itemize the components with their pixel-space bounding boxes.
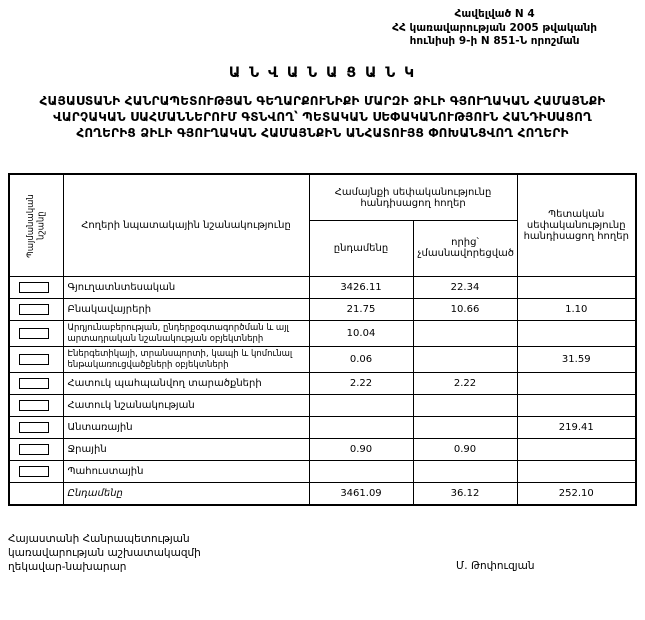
cell-state xyxy=(517,276,636,298)
row-label: Արդյունաբերության, ընդերքօգտագործման և այլ արտադրական նշանակության օբյեկտների xyxy=(63,320,309,346)
col-header-symbol-label: Պայմանական նշանը xyxy=(25,193,47,258)
col-group-community: Համայնքի սեփականությունը հանդիսացող հողեր xyxy=(309,174,517,220)
legend-cell xyxy=(9,320,63,346)
table-row-agricultural xyxy=(9,276,636,298)
appendix-decree-line1: ՀՀ կառավարության 2005 թվականի xyxy=(392,21,597,34)
col-header-symbol xyxy=(9,174,63,276)
legend-box xyxy=(19,378,49,389)
row-label: Հատուկ նշանակության xyxy=(63,395,309,417)
legend-box xyxy=(19,354,49,365)
total-cell-state: 252.10 xyxy=(517,483,636,505)
legend-cell xyxy=(9,373,63,395)
table-row-protected-areas xyxy=(9,373,636,395)
legend-cell xyxy=(9,276,63,298)
subtitle-line-3: ՀՈՂԵՐԻՑ ՁԻԼԻ ԳՅՈՒՂԱԿԱՆ ՀԱՄԱՅՆՔԻՆ ԱՆՀԱՏՈՒՅՑ ՓՈԽԱՆՑՎՈՂ ՀՈՂԵՐԻ xyxy=(76,126,569,141)
subtitle-line-1: ՀԱՅԱՍՏԱՆԻ ՀԱՆՐԱՊԵՏՈՒԹՅԱՆ ԳԵՂԱՐՔՈՒՆԻՔԻ ՄԱՐԶԻ ՁԻԼԻ ԳՅՈՒՂԱԿԱՆ ՀԱՄԱՅՆՔԻ xyxy=(39,93,606,108)
table-row-energy-transport xyxy=(9,347,636,373)
total-cell-not-privatized: 36.12 xyxy=(413,483,517,505)
legend-cell xyxy=(9,298,63,320)
table-row-special-purpose xyxy=(9,395,636,417)
signatory-title-line-3: ղեկավար-նախարար xyxy=(8,561,127,574)
cell-state xyxy=(517,373,636,395)
cell-not-privatized xyxy=(413,461,517,483)
page-title: Ա Ն Վ Ա Ն Ա Ց Ա Ն Կ xyxy=(228,64,417,81)
table-total-row xyxy=(9,483,636,505)
cell-total: 2.22 xyxy=(309,373,413,395)
cell-state xyxy=(517,439,636,461)
legend-box xyxy=(19,400,49,411)
land-table-body xyxy=(9,276,636,505)
col-header-not-privatized: որից՝ չմասնավորեցված xyxy=(413,220,517,276)
row-label: Գյուղատնտեսական xyxy=(63,276,309,298)
cell-not-privatized: 2.22 xyxy=(413,373,517,395)
subtitle-line-2: ՎԱՐՉԱԿԱՆ ՍԱՀՄԱՆՆԵՐՈՒՄ ԳՏՆՎՈՂ՝ ՊԵՏԱԿԱՆ ՍԵՓԱԿԱՆՈՒԹՅՈՒՆ ՀԱՆԴԻՍԱՑՈՂ xyxy=(53,110,592,125)
signatory-title-line-1: Հայաստանի Հանրապետության xyxy=(8,532,190,545)
signatory-title-block xyxy=(8,532,328,575)
cell-state xyxy=(517,461,636,483)
cell-not-privatized xyxy=(413,320,517,346)
cell-state: 219.41 xyxy=(517,417,636,439)
cell-not-privatized: 10.66 xyxy=(413,298,517,320)
document-subtitle xyxy=(8,93,637,142)
col-header-total: ընդամենը xyxy=(309,220,413,276)
row-label: Բնակավայրերի xyxy=(63,298,309,320)
header-row-1 xyxy=(9,174,636,220)
appendix-block xyxy=(392,8,597,49)
cell-state: 1.10 xyxy=(517,298,636,320)
cell-total xyxy=(309,395,413,417)
legend-box xyxy=(19,422,49,433)
land-table xyxy=(8,173,637,506)
table-row-settlements xyxy=(9,298,636,320)
cell-not-privatized xyxy=(413,395,517,417)
table-row-industrial xyxy=(9,320,636,346)
cell-state xyxy=(517,395,636,417)
signatory-title-line-2: կառավարության աշխատակազմի xyxy=(8,547,201,560)
document-footer xyxy=(8,532,637,575)
cell-not-privatized: 22.34 xyxy=(413,276,517,298)
legend-box xyxy=(19,444,49,455)
legend-cell xyxy=(9,395,63,417)
cell-total: 21.75 xyxy=(309,298,413,320)
cell-total xyxy=(309,417,413,439)
total-row-label: Ընդամենը xyxy=(63,483,309,505)
row-label: Հատուկ պահպանվող տարածքների xyxy=(63,373,309,395)
cell-state xyxy=(517,320,636,346)
cell-not-privatized: 0.90 xyxy=(413,439,517,461)
legend-cell-empty xyxy=(9,483,63,505)
row-label: Պահուստային xyxy=(63,461,309,483)
table-row-water xyxy=(9,439,636,461)
cell-total: 3426.11 xyxy=(309,276,413,298)
col-header-state: Պետական սեփականությունը հանդիսացող հողեր xyxy=(517,174,636,276)
appendix-number: Հավելված N 4 xyxy=(454,8,535,20)
legend-cell xyxy=(9,461,63,483)
signatory-name: Մ. Թոփուզյան xyxy=(456,560,535,573)
legend-box xyxy=(19,328,49,339)
appendix-decree-line2: հունիսի 9-ի N 851-Ն որոշման xyxy=(409,35,580,48)
legend-cell xyxy=(9,439,63,461)
legend-cell xyxy=(9,347,63,373)
table-row-forest xyxy=(9,417,636,439)
cell-total xyxy=(309,461,413,483)
col-header-purpose: Հողերի նպատակային նշանակությունը xyxy=(63,174,309,276)
cell-total: 0.90 xyxy=(309,439,413,461)
table-row-reserve xyxy=(9,461,636,483)
land-table-header xyxy=(9,174,636,276)
total-cell-total: 3461.09 xyxy=(309,483,413,505)
legend-box xyxy=(19,282,49,293)
legend-box xyxy=(19,304,49,315)
legend-box xyxy=(19,466,49,477)
cell-not-privatized xyxy=(413,347,517,373)
cell-total: 0.06 xyxy=(309,347,413,373)
row-label: Ջրային xyxy=(63,439,309,461)
cell-not-privatized xyxy=(413,417,517,439)
legend-cell xyxy=(9,417,63,439)
cell-state: 31.59 xyxy=(517,347,636,373)
row-label: Անտառային xyxy=(63,417,309,439)
row-label: Էներգետիկայի, տրանսպորտի, կապի և կոմունալ ենթակառուցվածքների օբյեկտների xyxy=(63,347,309,373)
cell-total: 10.04 xyxy=(309,320,413,346)
